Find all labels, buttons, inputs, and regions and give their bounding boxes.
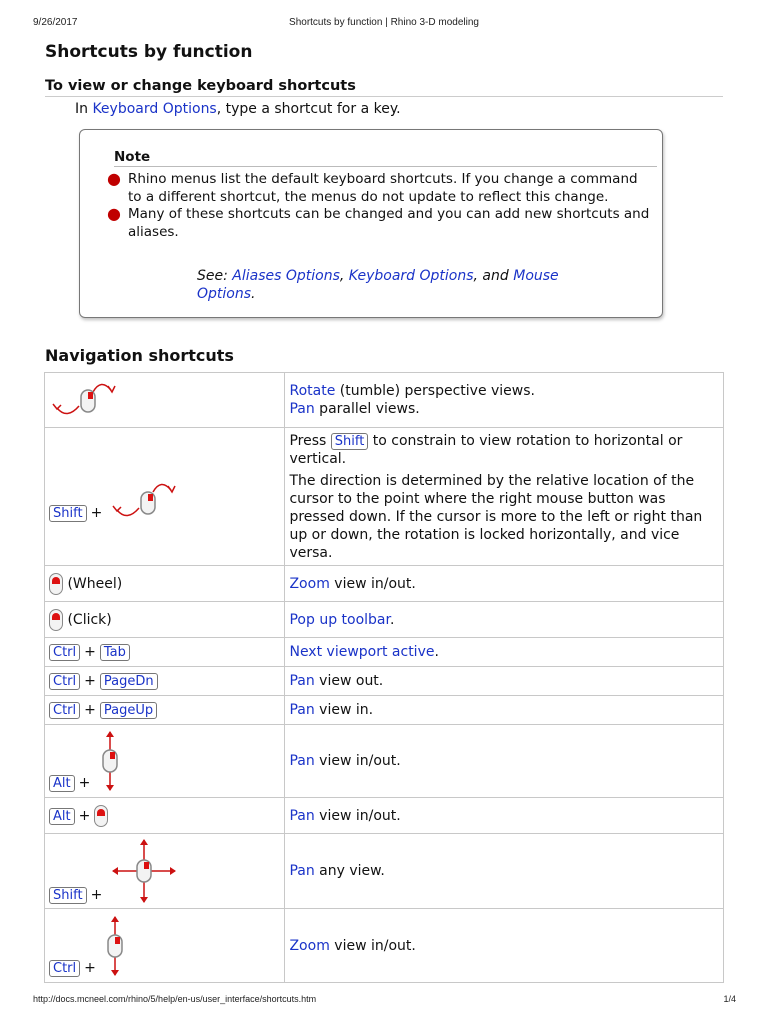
table-row — [45, 566, 724, 602]
description-cell — [285, 428, 724, 566]
see-label: See: — [197, 268, 233, 284]
key-shift: Shift — [49, 887, 87, 904]
note-item-text: Many of these shortcuts can be changed and you can add new shortcuts and aliases. — [128, 206, 650, 240]
key-pageup: PageUp — [100, 702, 157, 719]
key-alt: Alt — [49, 775, 75, 792]
plus-sign: + — [84, 702, 96, 718]
print-date: 9/26/2017 — [33, 17, 78, 28]
note-title: Note — [114, 149, 657, 167]
zoom-link[interactable]: Zoom — [289, 937, 330, 954]
plus-sign: + — [78, 775, 91, 791]
table-row — [45, 667, 724, 696]
bullet-icon: ● — [107, 204, 121, 223]
navigation-shortcuts-heading: Navigation shortcuts — [45, 346, 234, 365]
rotate-link[interactable]: Rotate — [289, 383, 336, 399]
key-alt: Alt — [49, 808, 75, 825]
intro-post: , type a shortcut for a key. — [216, 101, 401, 117]
description-cell — [285, 696, 724, 725]
pan-link[interactable]: Pan — [289, 401, 315, 417]
shortcut-cell — [45, 428, 285, 566]
table-row — [45, 909, 724, 983]
see-also — [197, 267, 617, 303]
mouse-options-link[interactable]: Mouse Options — [197, 268, 559, 302]
key-pagedn: PageDn — [100, 673, 158, 690]
intro-text — [75, 101, 401, 117]
desc-text: view in. — [314, 702, 374, 718]
note-box — [79, 129, 663, 318]
right-drag-vertical-icon — [99, 730, 121, 792]
next-viewport-link[interactable]: Next viewport active — [289, 644, 435, 660]
plus-sign: + — [84, 673, 96, 689]
print-page-number: 1/4 — [723, 994, 736, 1004]
bullet-icon: ● — [107, 169, 121, 188]
table-row — [45, 798, 724, 834]
shortcut-cell — [45, 667, 285, 696]
description-cell — [285, 909, 724, 983]
desc-text: . — [389, 611, 395, 628]
plus-sign: + — [90, 504, 103, 521]
shortcut-cell — [45, 602, 285, 638]
desc-text: The direction is determined by the relative location of the cursor to the point where the right mouse button was pressed down. If the cursor is more to the left or right than up or down, the rotation is locked horizontally, and vice versa. — [289, 472, 703, 561]
table-row — [45, 428, 724, 566]
description-cell — [285, 566, 724, 602]
pan-link[interactable]: Pan — [289, 807, 315, 824]
shortcut-cell — [45, 909, 285, 983]
description-cell — [285, 798, 724, 834]
key-ctrl: Ctrl — [49, 673, 80, 690]
table-row — [45, 373, 724, 428]
see-end: . — [251, 286, 256, 302]
table-row — [45, 725, 724, 798]
desc-text: Press — [289, 432, 331, 449]
key-ctrl: Ctrl — [49, 644, 80, 661]
shortcut-cell — [45, 566, 285, 602]
shortcut-cell — [45, 373, 285, 428]
description-cell — [285, 602, 724, 638]
see-sep: , and — [473, 268, 514, 284]
desc-text: parallel views. — [314, 401, 420, 417]
desc-text: (tumble) perspective views. — [335, 383, 535, 399]
key-ctrl: Ctrl — [49, 960, 80, 977]
pan-link[interactable]: Pan — [289, 753, 315, 769]
table-row — [45, 834, 724, 909]
plus-sign: + — [84, 959, 96, 976]
see-sep: , — [339, 268, 349, 284]
popup-toolbar-link[interactable]: Pop up toolbar — [289, 611, 390, 628]
note-list — [107, 169, 653, 241]
section-heading-view-change: To view or change keyboard shortcuts — [45, 78, 723, 97]
page-title: Shortcuts by function — [45, 42, 253, 62]
desc-text: view in/out. — [314, 753, 401, 769]
shortcut-cell — [45, 638, 285, 667]
description-cell — [285, 725, 724, 798]
right-drag-vertical-icon — [104, 915, 126, 977]
description-cell — [285, 638, 724, 667]
note-item-text: Rhino menus list the default keyboard shortcuts. If you change a command to a different shortcut, the menus do not update to reflect this change. — [128, 171, 638, 205]
shortcut-cell — [45, 798, 285, 834]
shortcut-cell — [45, 725, 285, 798]
table-row — [45, 602, 724, 638]
mouse-label: (Click) — [67, 611, 112, 628]
key-shift: Shift — [49, 505, 87, 522]
mouse-click-icon — [49, 609, 63, 631]
shortcut-cell — [45, 834, 285, 909]
keyboard-options-see-link[interactable]: Keyboard Options — [348, 268, 474, 284]
desc-text: view in/out. — [329, 575, 416, 592]
plus-sign: + — [90, 887, 103, 903]
plus-sign: + — [78, 807, 91, 824]
key-shift-inline: Shift — [331, 433, 369, 450]
right-drag-rotate-icon — [111, 472, 181, 522]
plus-sign: + — [84, 644, 96, 660]
description-cell — [285, 834, 724, 909]
note-item — [107, 169, 653, 206]
table-row — [45, 638, 724, 667]
table-row — [45, 696, 724, 725]
desc-text: any view. — [314, 863, 385, 879]
print-footer — [0, 994, 768, 1008]
right-drag-rotate-icon — [49, 376, 119, 420]
description-cell — [285, 373, 724, 428]
mouse-label: (Wheel) — [67, 575, 123, 592]
aliases-options-link[interactable]: Aliases Options — [232, 268, 340, 284]
shortcut-cell — [45, 696, 285, 725]
desc-text: to constrain to view rotation to horizontal or vertical. — [289, 432, 683, 467]
print-url: http://docs.mcneel.com/rhino/5/help/en-us/user_interface/shortcuts.htm — [33, 994, 317, 1004]
mouse-wheel-icon — [94, 805, 108, 827]
navigation-shortcuts-table — [44, 372, 724, 983]
right-drag-pan-icon — [111, 838, 177, 904]
desc-text: view out. — [314, 673, 384, 689]
zoom-link[interactable]: Zoom — [289, 575, 330, 592]
desc-text: . — [434, 644, 439, 660]
keyboard-options-link[interactable]: Keyboard Options — [92, 101, 217, 117]
note-item — [107, 204, 653, 241]
key-ctrl: Ctrl — [49, 702, 80, 719]
pan-link[interactable]: Pan — [289, 863, 315, 879]
desc-text: view in/out. — [329, 937, 416, 954]
key-tab: Tab — [100, 644, 130, 661]
pan-link[interactable]: Pan — [289, 702, 315, 718]
mouse-wheel-icon — [49, 573, 63, 595]
print-header — [0, 17, 768, 31]
desc-text: view in/out. — [314, 807, 401, 824]
description-cell — [285, 667, 724, 696]
pan-link[interactable]: Pan — [289, 673, 315, 689]
intro-pre: In — [75, 101, 93, 117]
print-page-title: Shortcuts by function | Rhino 3-D modeling — [289, 17, 479, 28]
